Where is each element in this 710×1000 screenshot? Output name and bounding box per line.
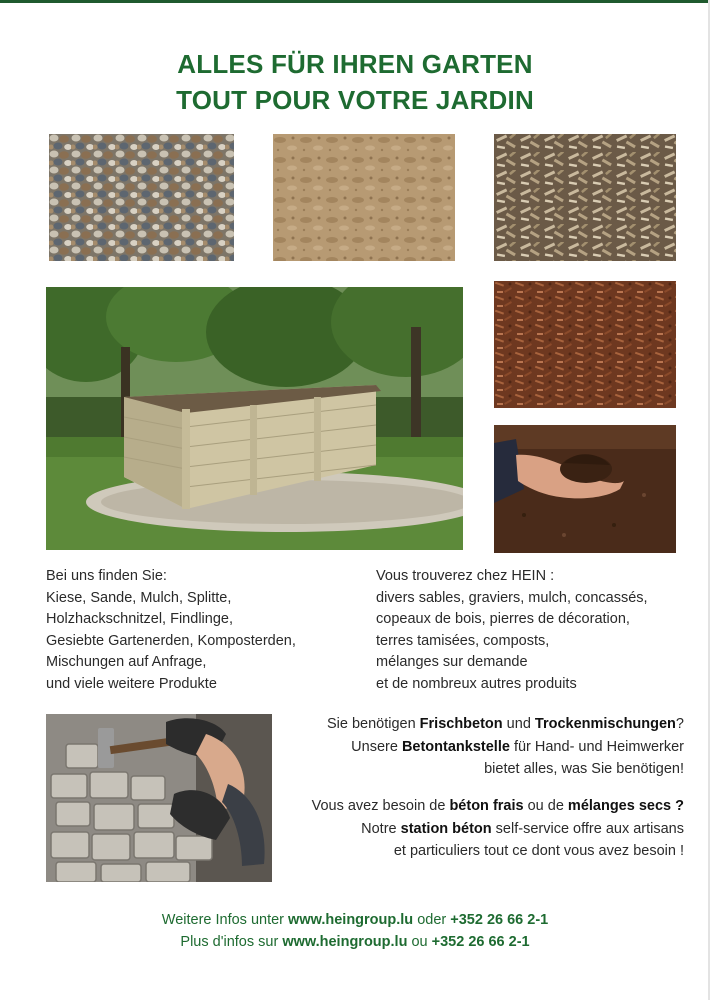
stone-paving-photo xyxy=(46,714,272,882)
products-de-line: Gesiebte Gartenerden, Komposterden, xyxy=(46,632,296,649)
hand-holding-soil-photo xyxy=(494,425,676,553)
products-de-line: Mischungen auf Anfrage, xyxy=(46,654,207,671)
footer-contact-de xyxy=(0,909,710,931)
products-fr-line: mélanges sur demande xyxy=(376,654,528,671)
concrete-info-fr xyxy=(276,795,684,863)
products-list-fr xyxy=(376,566,648,696)
text-segment: ou de xyxy=(523,798,568,814)
website-link[interactable]: www.heingroup.lu xyxy=(282,934,408,950)
concrete-info-de xyxy=(282,713,684,781)
text-segment: Vous avez besoin de xyxy=(311,798,450,814)
page-title-de: ALLES FÜR IHREN GARTEN xyxy=(177,49,533,79)
phone-number: +352 26 66 2-1 xyxy=(431,934,530,950)
concrete-fr-line-3: et particuliers tout ce dont vous avez besoin ! xyxy=(393,843,684,859)
text-segment: Notre xyxy=(361,820,401,837)
products-fr-line: Vous trouverez chez HEIN : xyxy=(376,568,555,584)
products-fr-line: copeaux de bois, pierres de décoration, xyxy=(376,611,630,628)
concrete-de-line-3: bietet alles, was Sie benötigen! xyxy=(484,761,684,777)
concrete-station-label: station béton xyxy=(400,820,492,837)
gravel-photo xyxy=(49,134,234,261)
text-segment: oder xyxy=(413,912,451,928)
footer-contact-fr xyxy=(0,931,710,953)
fresh-concrete-label: béton frais xyxy=(449,798,524,814)
phone-number: +352 26 66 2-1 xyxy=(450,912,549,928)
text-segment: Unsere xyxy=(351,738,402,755)
text-segment: und xyxy=(502,716,535,732)
concrete-de-line-2 xyxy=(282,736,684,759)
products-de-line: und viele weitere Produkte xyxy=(46,675,217,692)
text-segment: self-service offre aux artisans xyxy=(491,820,684,837)
text-segment: Weitere Infos unter xyxy=(161,912,289,928)
page-title-fr: TOUT POUR VOTRE JARDIN xyxy=(176,85,534,115)
products-de-line: Kiese, Sande, Mulch, Splitte, xyxy=(46,589,232,606)
text-segment: für Hand- und Heimwerker xyxy=(509,738,684,755)
concrete-fr-line-1 xyxy=(276,795,684,818)
text-segment: ? xyxy=(675,716,684,732)
products-fr-line: et de nombreux autres produits xyxy=(376,675,577,692)
concrete-fr-line-2 xyxy=(276,818,684,841)
top-border xyxy=(0,0,710,3)
text-segment: Sie benötigen xyxy=(326,716,420,732)
sand-photo xyxy=(273,134,455,261)
dry-mix-label: mélanges secs ? xyxy=(567,798,684,814)
products-fr-line: divers sables, graviers, mulch, concassés, xyxy=(376,589,648,606)
dry-mix-label: Trockenmischungen xyxy=(534,716,676,732)
concrete-station-label: Betontankstelle xyxy=(401,738,510,755)
fresh-concrete-label: Frischbeton xyxy=(419,716,503,732)
text-segment: Plus d'infos sur xyxy=(180,934,283,950)
text-segment: ou xyxy=(407,934,432,950)
products-de-line: Holzhackschnitzel, Findlinge, xyxy=(46,611,233,628)
products-list-de xyxy=(46,566,296,696)
wood-chips-photo xyxy=(494,134,676,261)
products-fr-line: terres tamisées, composts, xyxy=(376,632,550,649)
website-link[interactable]: www.heingroup.lu xyxy=(288,912,414,928)
products-de-line: Bei uns finden Sie: xyxy=(46,568,167,584)
concrete-de-line-1 xyxy=(282,713,684,736)
raised-bed-garden-photo xyxy=(46,287,463,550)
mulch-photo xyxy=(494,281,676,408)
